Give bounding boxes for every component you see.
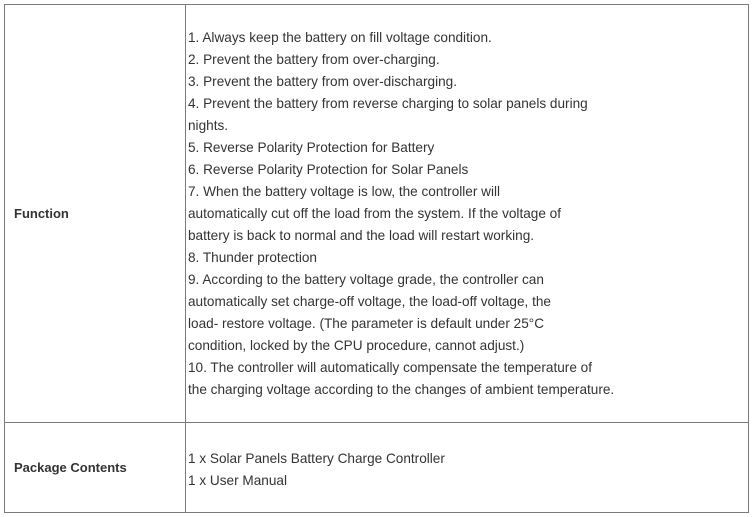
spec-row-function (5, 5, 749, 423)
function-line: 8. Thunder protection (188, 249, 317, 265)
function-line: 7. When the battery voltage is low, the controller will (188, 183, 501, 199)
spec-value-function (186, 5, 749, 423)
spec-label-package-contents: Package Contents (5, 422, 186, 512)
function-line: 9. According to the battery voltage grade, the controller can (188, 271, 544, 287)
function-line: 2. Prevent the battery from over-charging. (188, 51, 440, 67)
function-line: 6. Reverse Polarity Protection for Solar Panels (188, 161, 469, 177)
function-line: condition, locked by the CPU procedure, cannot adjust.) (188, 337, 525, 353)
function-line: 4. Prevent the battery from reverse charging to solar panels during (188, 95, 588, 111)
function-line: 10. The controller will automatically compensate the temperature of (188, 359, 592, 375)
spec-row-package-contents (5, 422, 749, 512)
package-line: 1 x User Manual (188, 473, 287, 489)
function-line: 5. Reverse Polarity Protection for Battery (188, 139, 435, 155)
function-line: battery is back to normal and the load will restart working. (188, 227, 535, 243)
function-line: nights. (188, 117, 229, 133)
spec-table (4, 4, 749, 513)
function-line: automatically set charge-off voltage, the load-off voltage, the (188, 293, 551, 309)
function-line: automatically cut off the load from the system. If the voltage of (188, 205, 562, 221)
function-line: 1. Always keep the battery on fill voltage condition. (188, 29, 492, 45)
function-line: load- restore voltage. (The parameter is default under 25°C (188, 315, 545, 331)
package-line: 1 x Solar Panels Battery Charge Controller (188, 451, 445, 467)
spec-label-function: Function (5, 5, 186, 423)
spec-value-package-contents (186, 422, 749, 512)
function-line: 3. Prevent the battery from over-discharging. (188, 73, 457, 89)
function-line: the charging voltage according to the changes of ambient temperature. (188, 381, 615, 397)
